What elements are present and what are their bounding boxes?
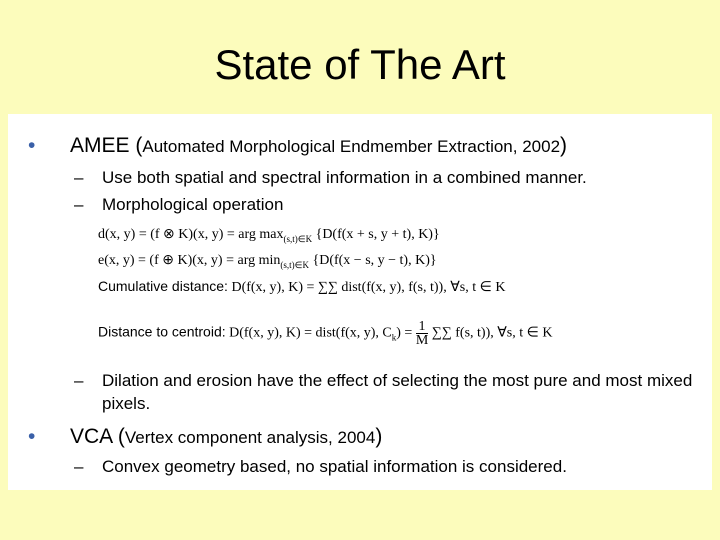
dilation-equation <box>98 226 440 245</box>
sub-item: Morphological operation <box>102 195 284 214</box>
erosion-sub: (s,t)∈K <box>280 259 309 270</box>
bullet-amee <box>70 133 567 160</box>
equations-block <box>98 224 553 354</box>
fraction <box>416 320 428 347</box>
centroid-label: Distance to centroid: <box>98 323 226 340</box>
bullet-marker: • <box>28 134 36 157</box>
paren-close: ) <box>375 425 383 448</box>
fraction-numerator: 1 <box>416 320 428 334</box>
bullet-lead: AMEE <box>70 134 130 157</box>
sub-item: Use both spatial and spectral information in a combined manner. <box>102 168 587 187</box>
sub-item-dilation: Dilation and erosion have the effect of selecting the most pure and most mixed pixels. <box>102 371 693 413</box>
dash-marker: – <box>74 457 84 476</box>
dash-marker: – <box>74 195 84 214</box>
paren-close: ) <box>560 134 568 157</box>
centroid-tail: ∑∑ f(s, t)), ∀s, t ∈ K <box>431 325 553 341</box>
dilation-rhs: {D(f(x + s, y + t), K)} <box>315 227 440 242</box>
centroid-formula: D(f(x, y), K) = dist(f(x, y), C <box>229 325 392 341</box>
fraction-denominator: M <box>415 333 429 348</box>
centroid-equation <box>98 320 552 347</box>
bullet-detail: Vertex component analysis, 2004 <box>124 428 376 447</box>
sub-item: Convex geometry based, no spatial information is considered. <box>102 457 567 476</box>
paren-open: ( <box>135 134 143 157</box>
dash-marker: – <box>74 371 84 390</box>
paren-open: ( <box>117 425 125 448</box>
erosion-lhs: e(x, y) = (f ⊕ K)(x, y) = arg min <box>98 253 281 268</box>
centroid-sub: k <box>391 332 397 343</box>
bullet-marker: • <box>28 425 36 448</box>
cumulative-equation <box>98 278 505 296</box>
bullet-vca <box>70 424 382 451</box>
erosion-equation <box>98 252 437 271</box>
bullet-detail: Automated Morphological Endmember Extraction, 2002 <box>142 137 561 156</box>
cumulative-label: Cumulative distance: <box>98 278 228 294</box>
cumulative-formula: D(f(x, y), K) = ∑∑ dist(f(x, y), f(s, t)), ∀s, t ∈ K <box>231 280 506 295</box>
slide-title: State of The Art <box>214 41 506 88</box>
bullet-lead: VCA <box>70 425 113 448</box>
centroid-rest: ) = <box>396 325 416 341</box>
dilation-lhs: d(x, y) = (f ⊗ K)(x, y) = arg max <box>98 227 284 242</box>
erosion-rhs: {D(f(x − s, y − t), K)} <box>312 253 437 268</box>
dilation-sub: (s,t)∈K <box>283 233 313 244</box>
dash-marker: – <box>74 168 84 187</box>
